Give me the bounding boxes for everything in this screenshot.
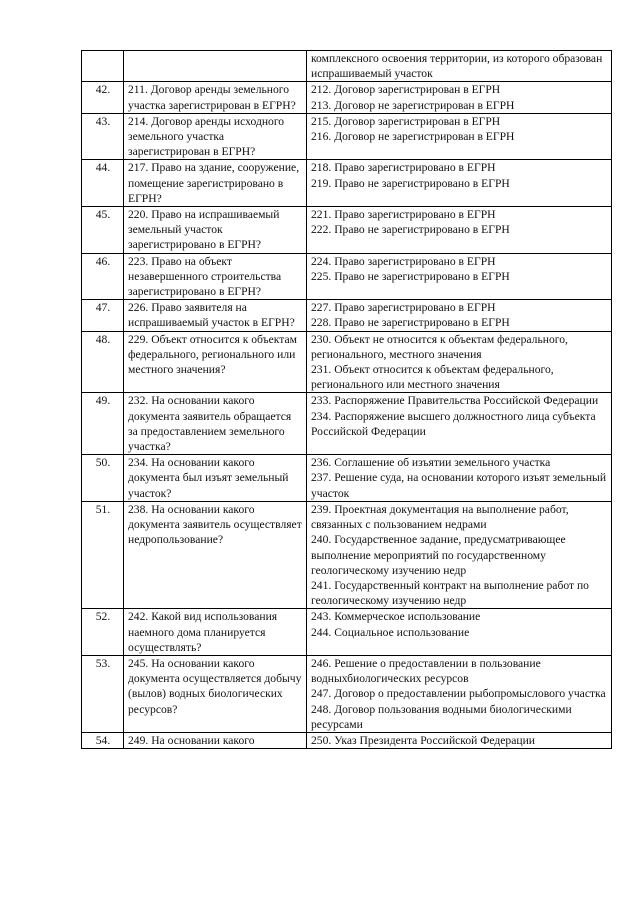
table-row [82,253,612,300]
table-row [82,160,612,207]
row-number: 54. [82,732,124,748]
table-row [82,331,612,393]
answer-option: 213. Договор не зарегистрирован в ЕГРН [311,98,515,112]
table-row [82,113,612,160]
row-number: 48. [82,331,124,393]
row-number [82,51,124,82]
answer-option: 244. Социальное использование [311,625,470,639]
answers-cell [307,455,612,502]
table-row [82,455,612,502]
table-row [82,207,612,254]
question-cell: 245. На основании какого документа осуществляется добычу (вылов) водных биологических ресурсов? [124,655,307,732]
answers-cell [307,331,612,393]
row-number: 42. [82,82,124,113]
table-row [82,501,612,608]
question-cell: 220. Право на испрашиваемый земельный участок зарегистрировано в ЕГРН? [124,207,307,254]
answers-cell [307,655,612,732]
answer-option: 239. Проектная документация на выполнение работ, связанных с пользованием недрами [311,502,569,532]
answers-cell [307,207,612,254]
question-cell: 214. Договор аренды исходного земельного участка зарегистрирован в ЕГРН? [124,113,307,160]
answer-option: комплексного освоения территории, из которого образован испрашиваемый участок [311,52,603,81]
answer-option: 225. Право не зарегистрировано в ЕГРН [311,269,510,283]
table-row [82,82,612,113]
answers-cell [307,113,612,160]
question-cell: 238. На основании какого документа заявитель осуществляет недропользование? [124,501,307,608]
answer-option: 216. Договор не зарегистрирован в ЕГРН [311,130,515,144]
table-row [82,51,612,82]
question-cell: 234. На основании какого документа был изъят земельный участок? [124,455,307,502]
answer-option: 241. Государственный контракт на выполнение работ по геологическому изучению недр [311,578,589,608]
answers-cell [307,300,612,331]
answer-option: 240. Государственное задание, предусматривающее выполнение мероприятий по государственному геологическому изучению недр [311,533,566,577]
answer-option: 224. Право зарегистрировано в ЕГРН [311,254,496,268]
question-cell: 249. На основании какого [124,732,307,748]
question-cell: 217. Право на здание, сооружение, помещение зарегистрировано в ЕГРН? [124,160,307,207]
row-number: 52. [82,609,124,656]
row-number: 53. [82,655,124,732]
answer-option: 222. Право не зарегистрировано в ЕГРН [311,223,510,237]
table-row [82,655,612,732]
answer-option: 250. Указ Президента Российской Федерации [311,733,535,747]
question-cell: 242. Какой вид использования наемного дома планируется осуществлять? [124,609,307,656]
row-number: 46. [82,253,124,300]
row-number: 45. [82,207,124,254]
table-row [82,609,612,656]
row-number: 43. [82,113,124,160]
answer-option: 228. Право не зарегистрировано в ЕГРН [311,316,510,330]
document-page [81,50,611,749]
answer-option: 218. Право зарегистрировано в ЕГРН [311,161,496,175]
answer-option: 227. Право зарегистрировано в ЕГРН [311,301,496,315]
answer-option: 230. Объект не относится к объектам федерального, регионального, местного значения [311,332,568,361]
answers-cell [307,501,612,608]
question-cell: 223. Право на объект незавершенного строительства зарегистрировано в ЕГРН? [124,253,307,300]
answers-cell [307,51,612,82]
answer-option: 248. Договор пользования водными биологическими ресурсами [311,702,572,731]
table-row [82,300,612,331]
table-row [82,732,612,748]
answers-cell [307,393,612,455]
answer-option: 243. Коммерческое использование [311,610,481,624]
question-cell: 226. Право заявителя на испрашиваемый участок в ЕГРН? [124,300,307,331]
row-number: 51. [82,501,124,608]
row-number: 47. [82,300,124,331]
answers-cell [307,253,612,300]
answers-cell [307,609,612,656]
question-cell: 211. Договор аренды земельного участка зарегистрирован в ЕГРН? [124,82,307,113]
answers-cell [307,82,612,113]
row-number: 49. [82,393,124,455]
question-cell [124,51,307,82]
questions-table [81,50,612,749]
answer-option: 246. Решение о предоставлении в пользование водныхбиологических ресурсов [311,656,541,686]
question-cell: 232. На основании какого документа заявитель обращается за предоставлением земельного участка? [124,393,307,455]
answer-option: 231. Объект относится к объектам федерального, регионального или местного значения [311,363,554,392]
answer-option: 247. Договор о предоставлении рыбопромыслового участка [311,687,606,701]
answer-option: 236. Соглашение об изъятии земельного участка [311,456,551,470]
answer-option: 233. Распоряжение Правительства Российской Федерации [311,394,599,408]
answer-option: 234. Распоряжение высшего должностного лица субъекта Российской Федерации [311,409,596,438]
answers-cell [307,732,612,748]
question-cell: 229. Объект относится к объектам федерального, регионального или местного значения? [124,331,307,393]
questions-table-body [82,51,612,749]
answer-option: 219. Право не зарегистрировано в ЕГРН [311,176,510,190]
table-row [82,393,612,455]
answers-cell [307,160,612,207]
answer-option: 221. Право зарегистрировано в ЕГРН [311,208,496,222]
answer-option: 215. Договор зарегистрирован в ЕГРН [311,114,501,128]
answer-option: 212. Договор зарегистрирован в ЕГРН [311,83,501,97]
row-number: 50. [82,455,124,502]
answer-option: 237. Решение суда, на основании которого изъят земельный участок [311,471,607,500]
row-number: 44. [82,160,124,207]
